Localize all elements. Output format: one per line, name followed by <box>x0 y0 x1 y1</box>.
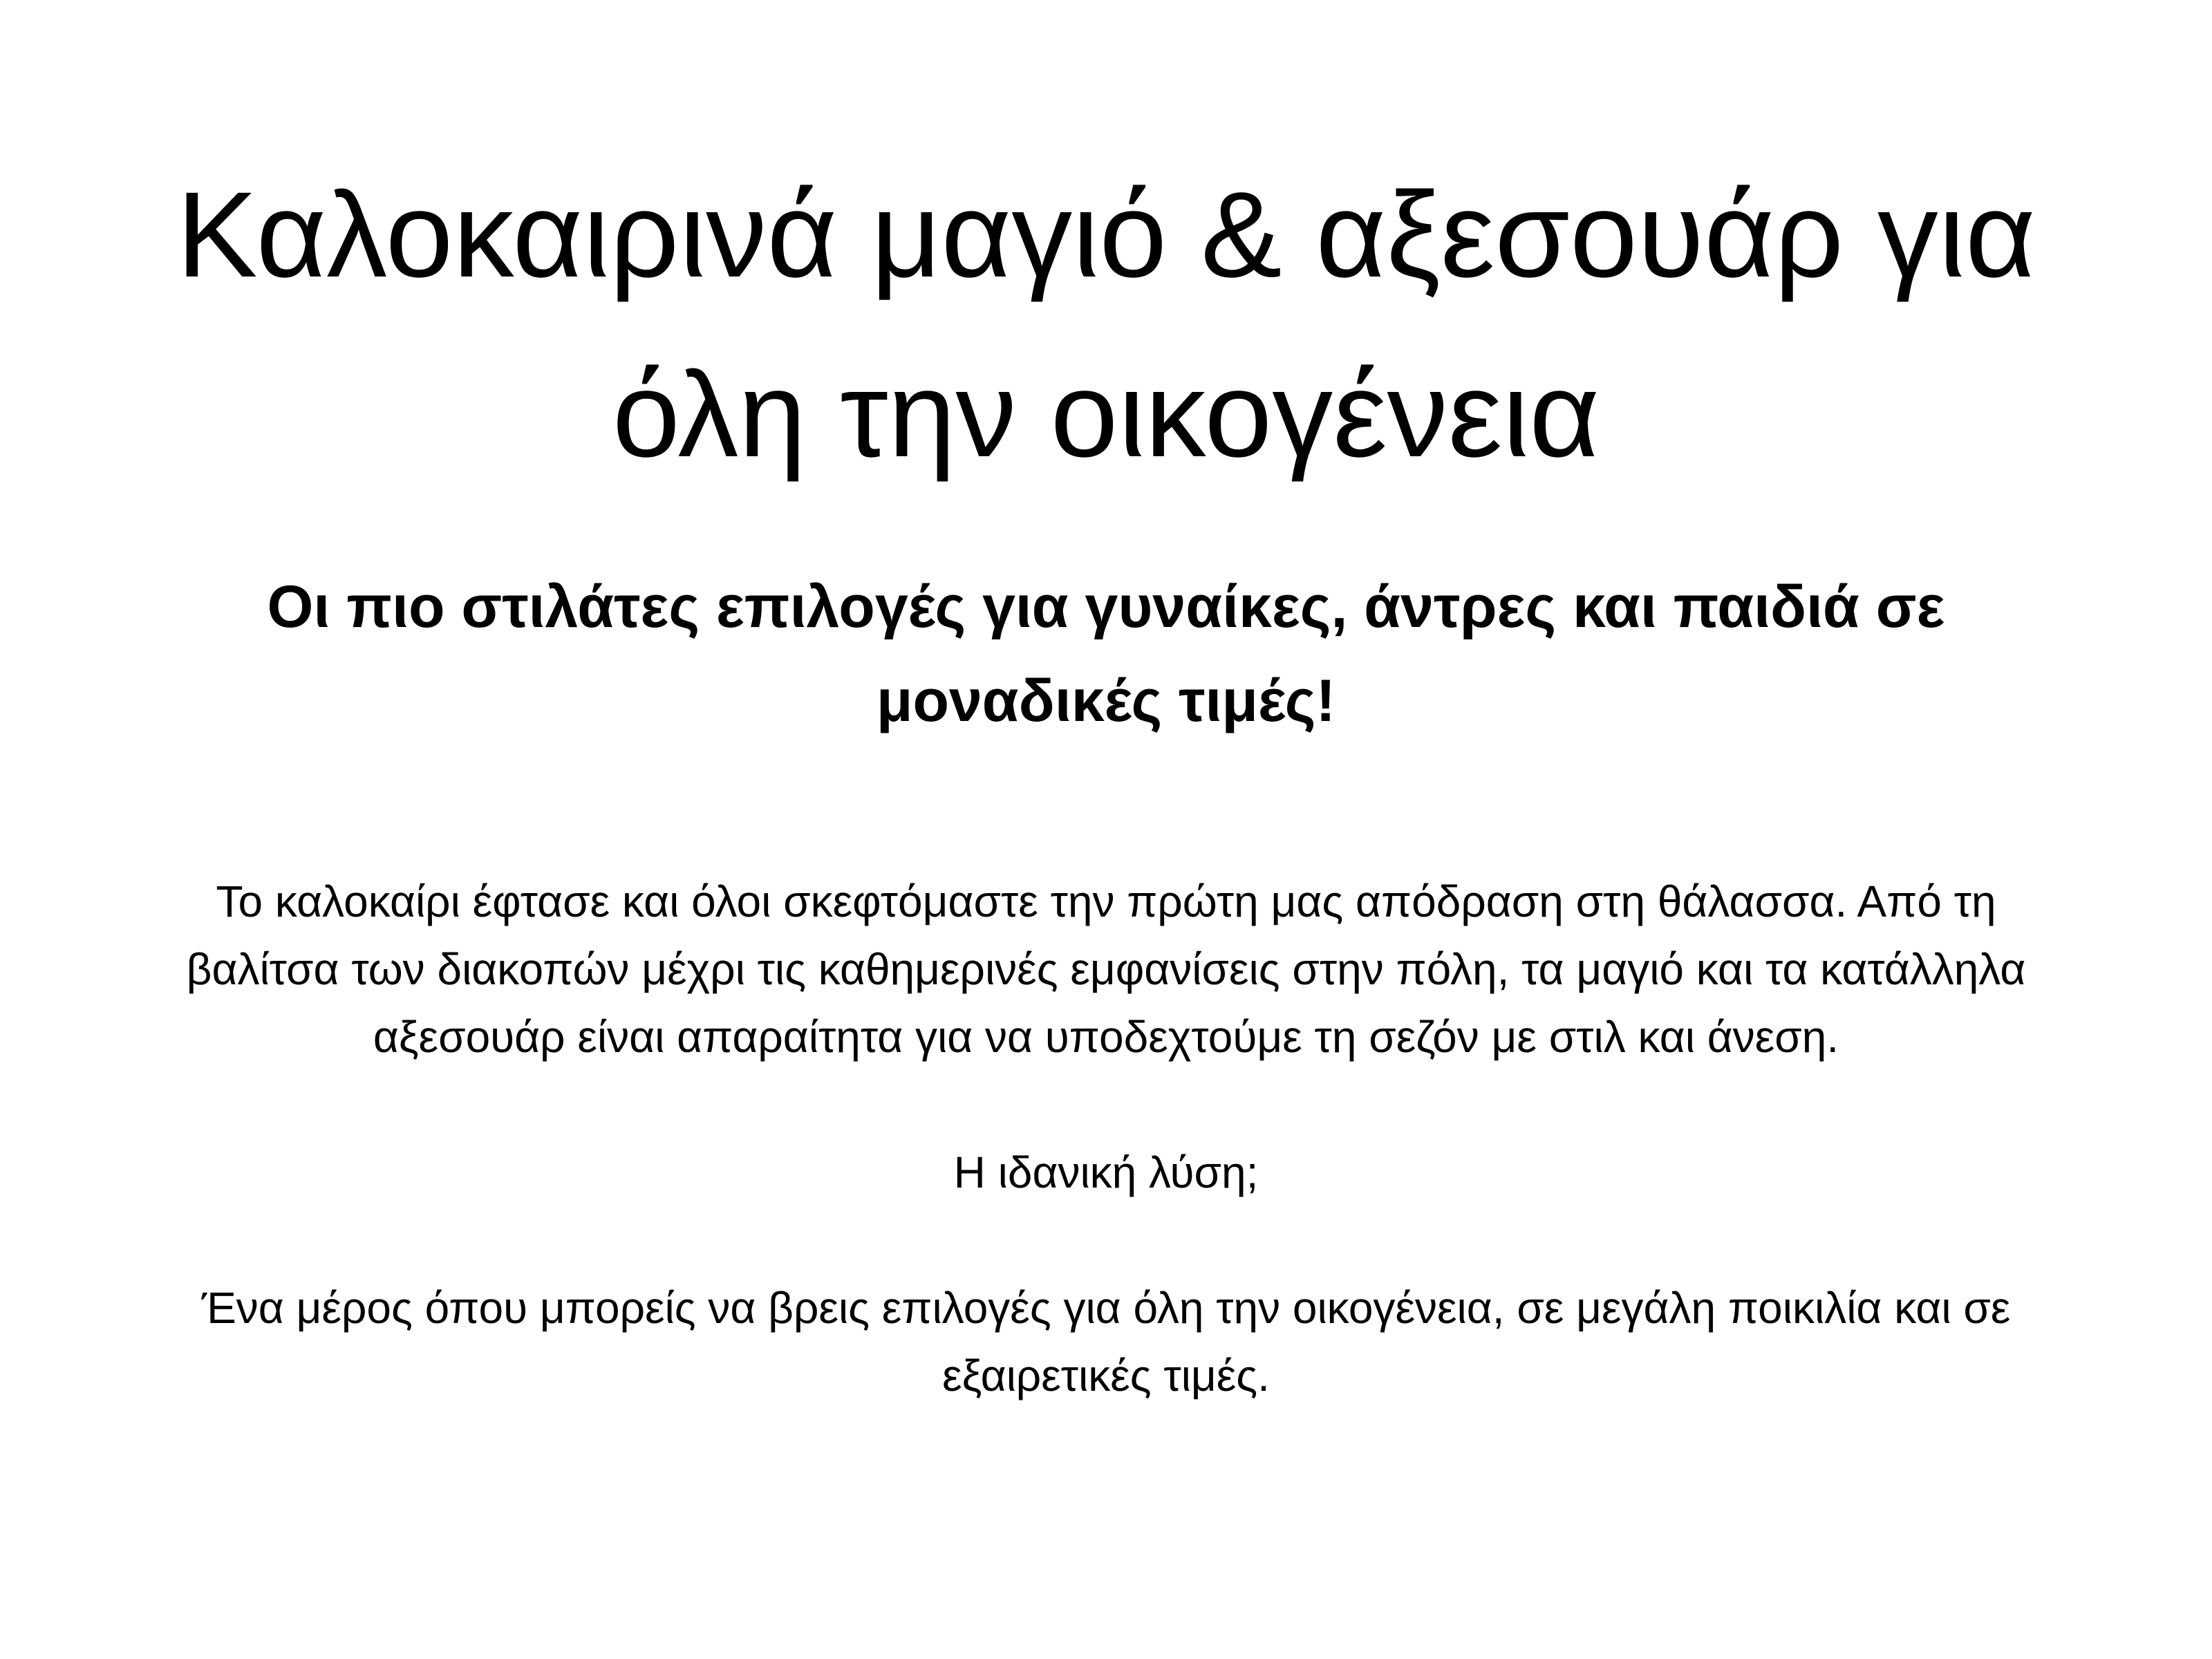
slide-title: Καλοκαιρινά μαγιό & αξεσουάρ για όλη την οικογένεια <box>176 167 2036 482</box>
slide-subtitle: Οι πιο στιλάτες επιλογές για γυναίκες, άντρες και παιδιά σε μοναδικές τιμές! <box>267 574 1945 734</box>
slide-body <box>159 868 2053 1409</box>
body-paragraph-3: Ένα μέρος όπου μπορείς να βρεις επιλογές για όλη την οικογένεια, σε μεγάλη ποικιλία και σε εξαιρετικές τιμές. <box>201 1283 2011 1400</box>
paragraph-spacer <box>159 1206 2053 1274</box>
paragraph-spacer <box>159 1071 2053 1138</box>
body-paragraph-1: Το καλοκαίρι έφτασε και όλοι σκεφτόμαστε την πρώτη μας απόδραση στη θάλασσα. Από τη βαλίτσα των διακοπών μέχρι τις καθημερινές εμφανίσεις στην πόλη, τα μαγιό και τα κατάλληλα αξεσουάρ είναι απαραίτητα για να υποδεχτούμε τη σεζόν με στιλ και άνεση. <box>186 877 2026 1062</box>
body-paragraph-2: Η ιδανική λύση; <box>953 1147 1259 1197</box>
